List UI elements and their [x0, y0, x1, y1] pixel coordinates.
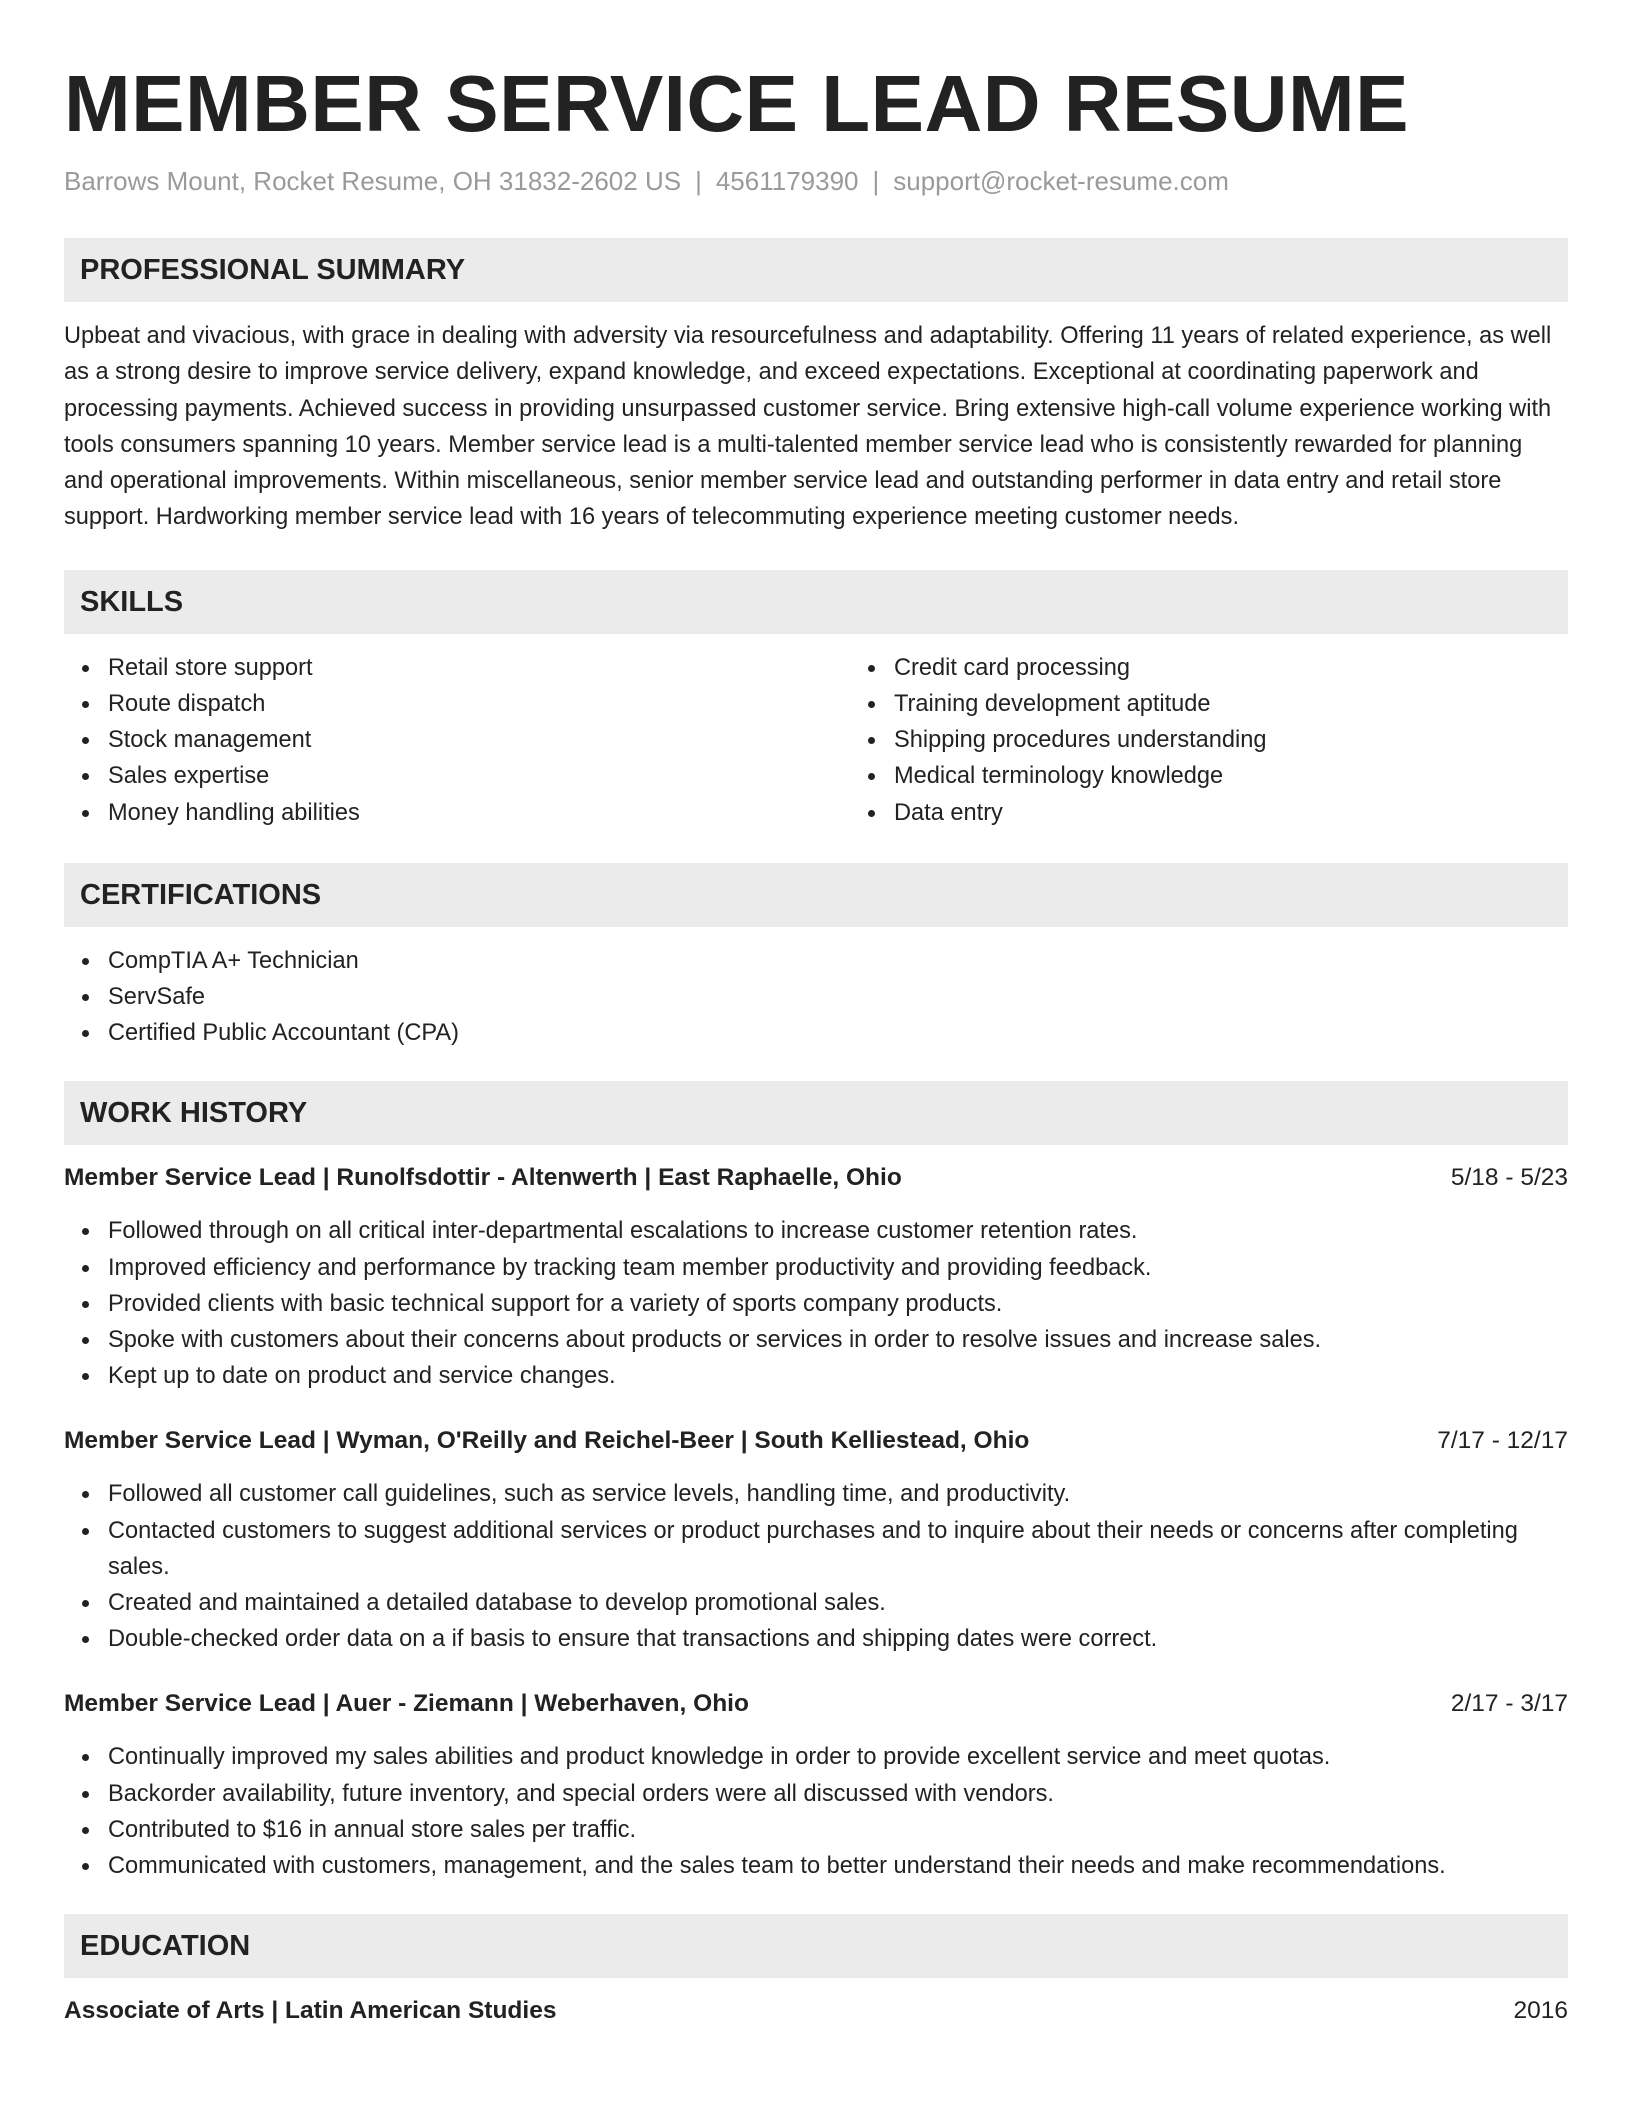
- section-heading-certifications: CERTIFICATIONS: [64, 863, 1568, 927]
- skill-item: Retail store support: [108, 650, 850, 686]
- job-duty: Provided clients with basic technical support for a variety of sports company products.: [108, 1286, 1568, 1322]
- job-dates: 7/17 - 12/17: [1437, 1427, 1568, 1455]
- skill-item: Shipping procedures understanding: [894, 722, 1632, 758]
- certification-item: CompTIA A+ Technician: [108, 943, 1568, 979]
- skill-item: Route dispatch: [108, 686, 850, 722]
- section-heading-work-history: WORK HISTORY: [64, 1081, 1568, 1145]
- job-duty: Created and maintained a detailed database to develop promotional sales.: [108, 1585, 1568, 1621]
- job-duty: Followed through on all critical inter-departmental escalations to increase customer retention rates.: [108, 1213, 1568, 1249]
- job-duty: Continually improved my sales abilities and product knowledge in order to provide excellent service and meet quotas.: [108, 1739, 1568, 1775]
- skill-item: Data entry: [894, 795, 1632, 831]
- job-duty: Contributed to $16 in annual store sales per traffic.: [108, 1812, 1568, 1848]
- job-title: Member Service Lead | Runolfsdottir - Altenwerth | East Raphaelle, Ohio: [64, 1164, 902, 1192]
- skills-column-right: [850, 650, 1632, 831]
- job-title: Member Service Lead | Wyman, O'Reilly and Reichel-Beer | South Kelliestead, Ohio: [64, 1427, 1030, 1455]
- job-duties: [64, 1476, 1568, 1657]
- job-duties: [64, 1213, 1568, 1394]
- job-duty: Kept up to date on product and service changes.: [108, 1358, 1568, 1394]
- skill-item: Money handling abilities: [108, 795, 850, 831]
- job-duty: Backorder availability, future inventory, and special orders were all discussed with vendors.: [108, 1776, 1568, 1812]
- section-heading-skills: SKILLS: [64, 570, 1568, 634]
- education-year: 2016: [1513, 1997, 1568, 2025]
- contact-email[interactable]: support@rocket-resume.com: [893, 166, 1229, 196]
- job-duty: Spoke with customers about their concerns about products or services in order to resolve issues and increase sales.: [108, 1322, 1568, 1358]
- skills-list: [64, 650, 1568, 831]
- resume-page: [64, 0, 1568, 2028]
- job-entry: [64, 1687, 1568, 1884]
- job-duties: [64, 1739, 1568, 1884]
- contact-phone: 4561179390: [715, 166, 859, 196]
- contact-separator: |: [695, 166, 702, 196]
- skill-item: Credit card processing: [894, 650, 1632, 686]
- job-title: Member Service Lead | Auer - Ziemann | Weberhaven, Ohio: [64, 1690, 749, 1718]
- skill-item: Stock management: [108, 722, 850, 758]
- section-heading-summary: PROFESSIONAL SUMMARY: [64, 238, 1568, 302]
- contact-address: Barrows Mount, Rocket Resume, OH 31832-2602 US: [64, 166, 682, 196]
- summary-text: Upbeat and vivacious, with grace in dealing with adversity via resourcefulness and adaptability. Offering 11 years of related experience, as well as a strong desire to improve service delivery, expand knowledge, and exceed expectations. Exceptional at coordinating paperwork and processing payments. Achieved success in providing unsurpassed customer service. Bring extensive high-call volume experience working with tools consumers spanning 10 years. Member service lead is a multi-talented member service lead who is consistently rewarded for planning and operational improvements. Within miscellaneous, senior member service lead and outstanding performer in data entry and retail store support. Hardworking member service lead with 16 years of telecommuting experience meeting customer needs.: [64, 323, 1552, 531]
- job-duty: Double-checked order data on a if basis to ensure that transactions and shipping dates were correct.: [108, 1621, 1568, 1657]
- job-header: [64, 1687, 1568, 1721]
- job-entry: [64, 1424, 1568, 1657]
- skill-item: Training development aptitude: [894, 686, 1632, 722]
- job-duty: Improved efficiency and performance by tracking team member productivity and providing feedback.: [108, 1250, 1568, 1286]
- job-dates: 5/18 - 5/23: [1450, 1164, 1568, 1192]
- job-entry: [64, 1161, 1568, 1394]
- job-duty: Communicated with customers, management, and the sales team to better understand their needs and make recommendations.: [108, 1848, 1568, 1884]
- skill-item: Sales expertise: [108, 758, 850, 794]
- education-degree: Associate of Arts | Latin American Studies: [64, 1997, 557, 2025]
- certification-item: Certified Public Accountant (CPA): [108, 1015, 1568, 1051]
- certification-item: ServSafe: [108, 979, 1568, 1015]
- job-header: [64, 1424, 1568, 1458]
- certifications-list: [64, 943, 1568, 1052]
- skills-column-left: [64, 650, 850, 831]
- resume-title: MEMBER SERVICE LEAD RESUME: [64, 59, 1410, 148]
- contact-line: [64, 164, 1568, 198]
- skill-item: Medical terminology knowledge: [894, 758, 1632, 794]
- job-header: [64, 1161, 1568, 1195]
- job-dates: 2/17 - 3/17: [1450, 1690, 1568, 1718]
- job-duty: Contacted customers to suggest additional services or product purchases and to inquire about their needs or concerns after completing sales.: [108, 1513, 1568, 1585]
- education-entry: [64, 1994, 1568, 2028]
- contact-separator: |: [872, 166, 880, 196]
- job-duty: Followed all customer call guidelines, such as service levels, handling time, and productivity.: [108, 1476, 1568, 1512]
- section-heading-education: EDUCATION: [64, 1914, 1568, 1978]
